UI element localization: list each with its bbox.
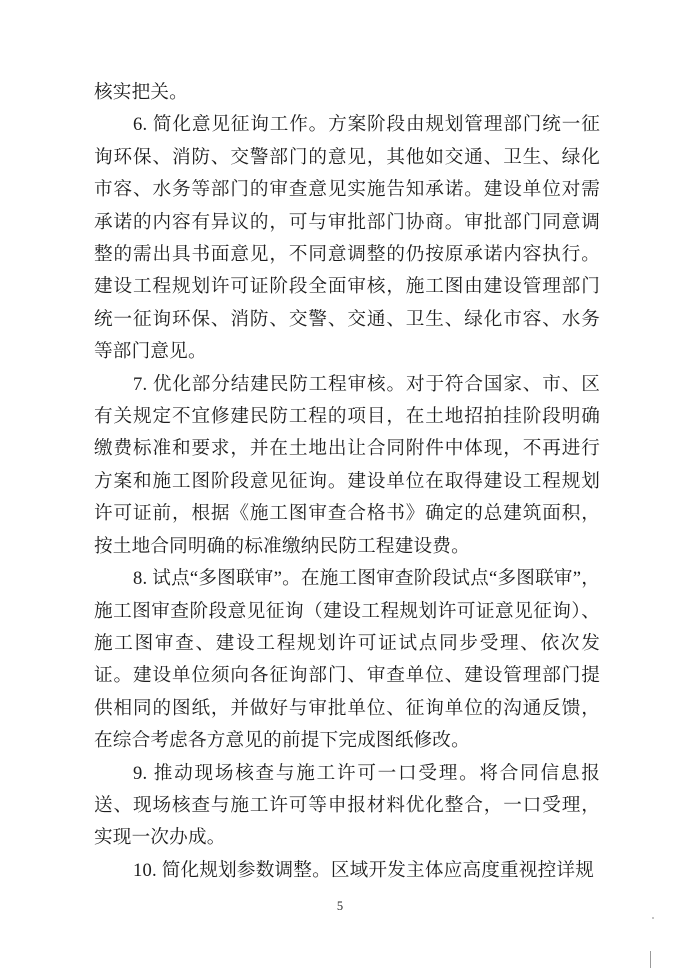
body-paragraph-item-6: 6. 简化意见征询工作。方案阶段由规划管理部门统一征询环保、消防、交警部门的意见，其他如交通、卫生、绿化市容、水务等部门的审查意见实施告知承诺。建设单位对需承诺的内容有异议的，可与审批部门协商。审批部门同意调整的需出具书面意见，不同意调整的仍按原承诺内容执行。建设工程规划许可证阶段全面审核，施工图由建设管理部门统一征询环保、消防、交警、交通、卫生、绿化市容、水务等部门意见。 [94, 114, 600, 363]
body-paragraph-item-8: 8. 试点“多图联审”。在施工图审查阶段试点“多图联审”，施工图审查阶段意见征询（建设工程规划许可证意见征询）、施工图审查、建设工程规划许可证试点同步受理、依次发证。建设单位须向各征询部门、审查单位、建设管理部门提供相同的图纸，并做好与审批单位、征询单位的沟通反馈，在综合考虑各方意见的前提下完成图纸修改。 [94, 568, 600, 752]
document-body [94, 77, 600, 887]
body-paragraph-continuation: 核实把关。 [94, 82, 188, 103]
page-number: 5 [336, 899, 344, 913]
body-paragraph-item-7: 7. 优化部分结建民防工程审核。对于符合国家、市、区有关规定不宜修建民防工程的项目，在土地招拍挂阶段明确缴费标准和要求，并在土地出让合同附件中体现，不再进行方案和施工图阶段意见征询。建设单位在取得建设工程规划许可证前，根据《施工图审查合格书》确定的总建筑面积，按土地合同明确的标准缴纳民防工程建设费。 [94, 373, 600, 557]
scan-artifact-line [650, 951, 651, 968]
body-paragraph-item-10: 10. 简化规划参数调整。区域开发主体应高度重视控详规 [133, 859, 594, 881]
scan-artifact-dot [652, 917, 654, 919]
body-paragraph-item-9: 9. 推动现场核查与施工许可一口受理。将合同信息报送、现场核查与施工许可等申报材料优化整合，一口受理，实现一次办成。 [94, 762, 600, 849]
